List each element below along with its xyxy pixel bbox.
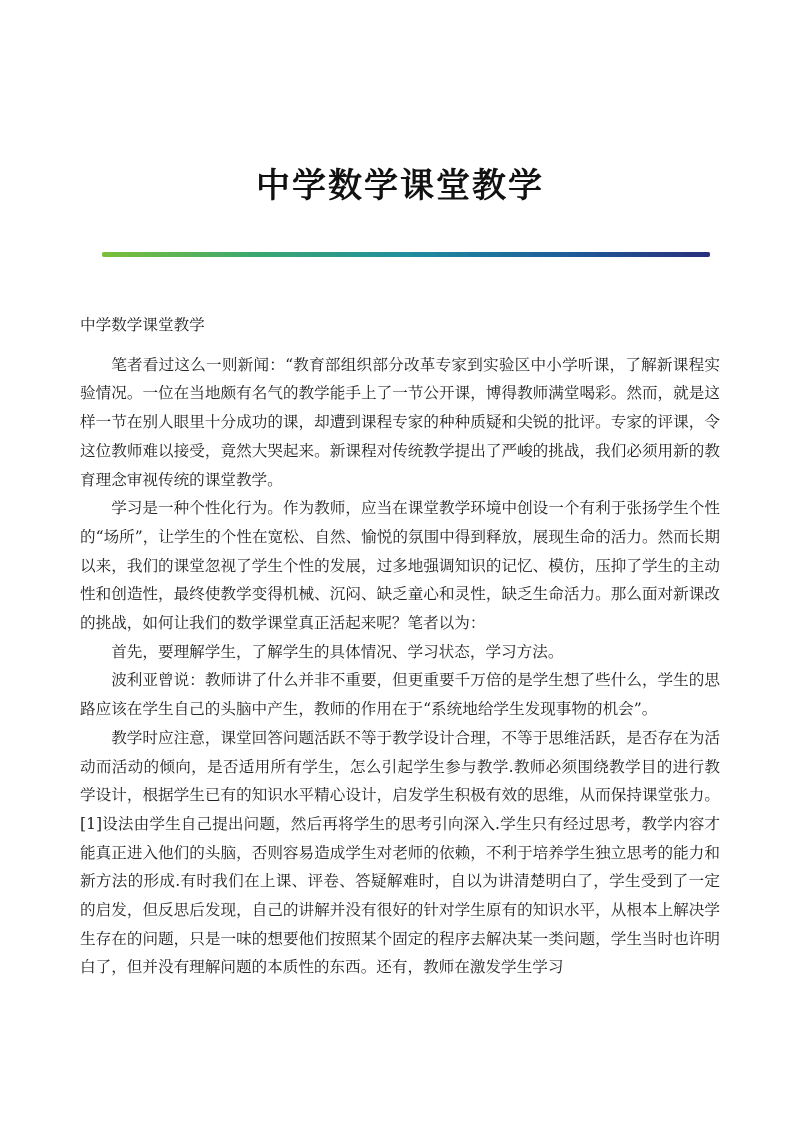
paragraph: 波利亚曾说：教师讲了什么并非不重要，但更重要千万倍的是学生想了些什么，学生的思路应该在学生自己的头脑中产生，教师的作用在于“系统地给学生发现事物的机会”。: [80, 671, 720, 719]
section-heading: 中学数学课堂教学: [80, 316, 205, 334]
title-divider: [102, 252, 710, 257]
paragraph: 笔者看过这么一则新闻：“教育部组织部分改革专家到实验区中小学听课，了解新课程实验情况。一位在当地颇有名气的教学能手上了一节公开课，博得教师满堂喝彩。然而，就是这样一节在别人眼里十分成功的课，却遭到课程专家的种种质疑和尖锐的批评。专家的评课，令这位教师难以接受，竟然大哭起来。新课程对传统教学提出了严峻的挑战，我们必须用新的教育理念审视传统的课堂教学。: [80, 355, 720, 489]
paragraph: 教学时应注意，课堂回答问题活跃不等于教学设计合理，不等于思维活跃，是否存在为活动而活动的倾向，是否适用所有学生，怎么引起学生参与教学.教师必须围绕教学目的进行教学设计，根据学生已有的知识水平精心设计，启发学生积极有效的思维，从而保持课堂张力。[1]设法由学生自己提出问题，然后再将学生的思考引向深入.学生只有经过思考，教学内容才能真正进入他们的头脑，否则容易造成学生对老师的依赖，不利于培养学生独立思考的能力和新方法的形成.有时我们在上课、评卷、答疑解难时，自以为讲清楚明白了，学生受到了一定的启发，但反思后发现，自己的讲解并没有很好的针对学生原有的知识水平，从根本上解决学生存在的问题，只是一味的想要他们按照某个固定的程序去解决某一类问题，学生当时也许明白了，但并没有理解问题的本质性的东西。还有，教师在激发学生学习: [80, 728, 720, 977]
document-body: [80, 311, 720, 982]
paragraph: 首先，要理解学生，了解学生的具体情况、学习状态，学习方法。: [111, 642, 564, 661]
document-title: 中学数学课堂教学: [256, 166, 544, 206]
paragraph: 学习是一种个性化行为。作为教师，应当在课堂教学环境中创设一个有利于张扬学生个性的“场所”，让学生的个性在宽松、自然、愉悦的氛围中得到释放，展现生命的活力。然而长期以来，我们的课堂忽视了学生个性的发展，过多地强调知识的记忆、模仿，压抑了学生的主动性和创造性，最终使教学变得机械、沉闷、缺乏童心和灵性，缺乏生命活力。那么面对新课改的挑战，如何让我们的数学课堂真正活起来呢？笔者以为：: [80, 499, 720, 633]
